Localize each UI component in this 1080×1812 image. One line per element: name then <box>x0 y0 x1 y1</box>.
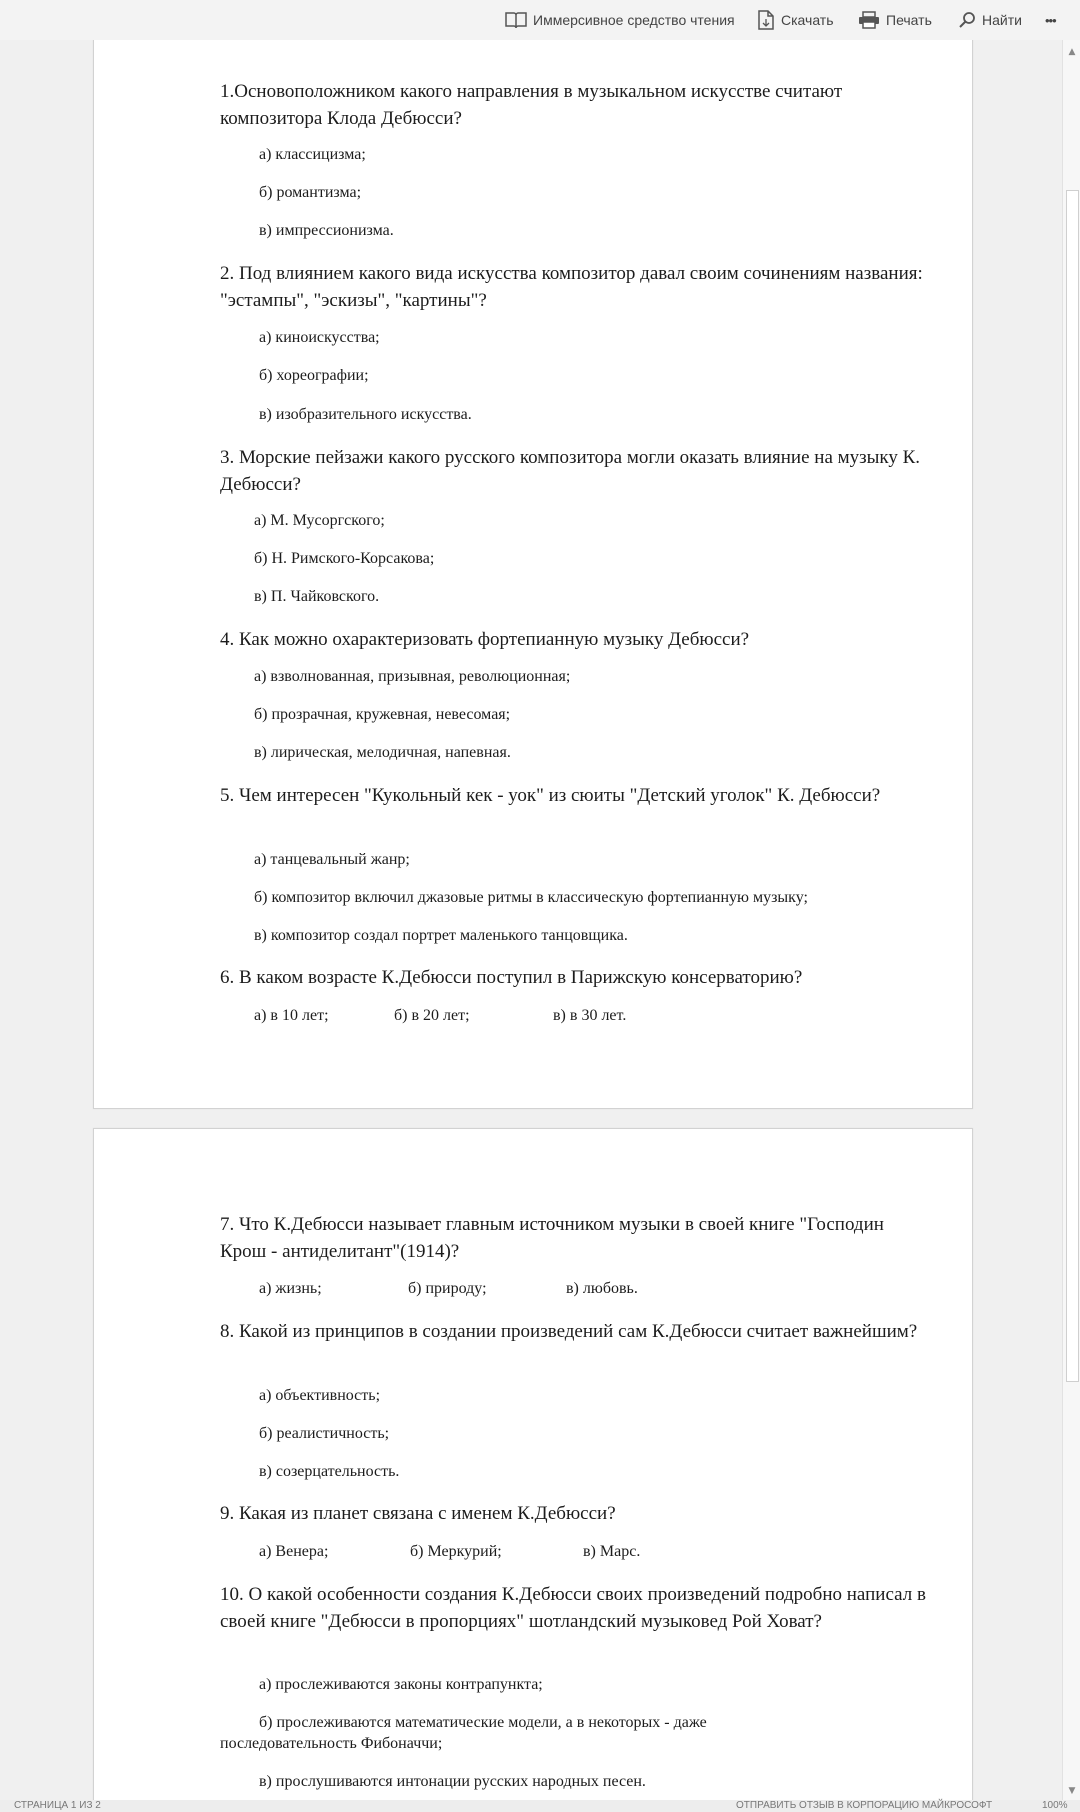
question-1: 1.Основоположником какого направления в музыкальном искусстве считают композитора Клода Дебюсси? <box>220 81 843 129</box>
question-3-option-c: в) П. Чайковского. <box>254 588 380 605</box>
question-5-option-b: б) композитор включил джазовые ритмы в классическую фортепианную музыку; <box>254 889 808 906</box>
question-10: 10. О какой особенности создания К.Дебюсси своих произведений подробно написал в своей книге "Дебюсси в пропорциях" шотландский музыковед Рой Ховат? <box>220 1584 926 1632</box>
find-button[interactable] <box>958 0 1022 40</box>
question-2-option-c: в) изобразительного искусства. <box>259 406 472 423</box>
question-2-option-b: б) хореографии; <box>259 367 369 384</box>
document-page-1 <box>93 40 973 1109</box>
question-7-option-c: в) любовь. <box>566 1280 638 1297</box>
question-9-option-b: б) Меркурий; <box>410 1543 502 1560</box>
scroll-up-icon[interactable]: ▲ <box>1068 47 1076 57</box>
question-3-option-a: а) М. Мусоргского; <box>254 512 385 529</box>
question-7-option-b: б) природу; <box>408 1280 487 1297</box>
download-label: Скачать <box>781 12 834 28</box>
find-label: Найти <box>982 12 1022 28</box>
question-3-option-b: б) Н. Римского-Корсакова; <box>254 550 435 567</box>
feedback-link[interactable]: ОТПРАВИТЬ ОТЗЫВ В КОРПОРАЦИЮ МАЙКРОСОФТ <box>736 1800 993 1811</box>
document-area <box>0 40 1062 1800</box>
question-4-option-b: б) прозрачная, кружевная, невесомая; <box>254 706 511 723</box>
question-4-option-a: а) взволнованная, призывная, революционная; <box>254 668 571 685</box>
status-bar <box>0 1800 1080 1812</box>
printer-icon <box>858 11 880 29</box>
question-8: 8. Какой из принципов в создании произведений сам К.Дебюсси считает важнейшим? <box>220 1321 918 1342</box>
question-2: 2. Под влиянием какого вида искусства композитор давал своим сочинениям названия: "эстампы", "эскизы", "картины"? <box>220 263 923 311</box>
more-options-button[interactable]: ••• <box>1045 12 1056 28</box>
question-4: 4. Как можно охарактеризовать фортепианную музыку Дебюсси? <box>220 629 750 650</box>
document-page-2 <box>93 1128 973 1800</box>
question-5: 5. Чем интересен "Кукольный кек - уок" из сюиты "Детский уголок" К. Дебюсси? <box>220 785 881 806</box>
question-4-option-c: в) лирическая, мелодичная, напевная. <box>254 744 511 761</box>
question-10-option-a: а) прослеживаются законы контрапункта; <box>259 1676 543 1693</box>
question-9-option-c: в) Марс. <box>583 1543 641 1560</box>
download-icon <box>757 10 775 30</box>
question-6-option-b: б) в 20 лет; <box>394 1007 470 1024</box>
scroll-down-icon[interactable]: ▼ <box>1068 1786 1076 1796</box>
zoom-level[interactable]: 100% <box>1042 1800 1068 1811</box>
question-8-option-a: а) объективность; <box>259 1387 381 1404</box>
question-10-option-c: в) прослушиваются интонации русских народных песен. <box>259 1773 646 1790</box>
question-10-option-b-continued: последовательность Фибоначчи; <box>220 1735 443 1752</box>
toolbar <box>0 0 1080 40</box>
question-9: 9. Какая из планет связана с именем К.Дебюсси? <box>220 1503 616 1524</box>
question-5-option-c: в) композитор создал портрет маленького танцовщика. <box>254 927 628 944</box>
immersive-reader-label: Иммерсивное средство чтения <box>533 12 735 28</box>
question-5-option-a: а) танцевальный жанр; <box>254 851 410 868</box>
scroll-thumb[interactable] <box>1066 190 1079 1382</box>
vertical-scrollbar[interactable] <box>1062 40 1080 1800</box>
print-label: Печать <box>886 12 932 28</box>
question-10-option-b: б) прослеживаются математические модели, а в некоторых - даже <box>259 1714 707 1731</box>
print-button[interactable] <box>858 0 932 40</box>
question-7-option-a: а) жизнь; <box>259 1280 322 1297</box>
question-9-option-a: а) Венера; <box>259 1543 329 1560</box>
question-1-option-a: а) классицизма; <box>259 146 366 163</box>
immersive-reader-button[interactable] <box>505 0 735 40</box>
question-7: 7. Что К.Дебюсси называет главным источником музыки в своей книге "Господин Крош - антиделитант"(1914)? <box>220 1214 884 1262</box>
question-8-option-c: в) созерцательность. <box>259 1463 400 1480</box>
page-count-status: СТРАНИЦА 1 ИЗ 2 <box>14 1800 101 1811</box>
question-6: 6. В каком возрасте К.Дебюсси поступил в Парижскую консерваторию? <box>220 967 803 988</box>
question-3: 3. Морские пейзажи какого русского композитора могли оказать влияние на музыку К. Дебюсси? <box>220 447 921 495</box>
question-6-option-c: в) в 30 лет. <box>553 1007 627 1024</box>
search-icon <box>958 11 976 29</box>
question-1-option-b: б) романтизма; <box>259 184 362 201</box>
question-1-option-c: в) импрессионизма. <box>259 222 394 239</box>
book-icon <box>505 11 527 29</box>
download-button[interactable] <box>757 0 834 40</box>
question-8-option-b: б) реалистичность; <box>259 1425 390 1442</box>
question-6-option-a: а) в 10 лет; <box>254 1007 329 1024</box>
question-2-option-a: а) киноискусства; <box>259 329 380 346</box>
